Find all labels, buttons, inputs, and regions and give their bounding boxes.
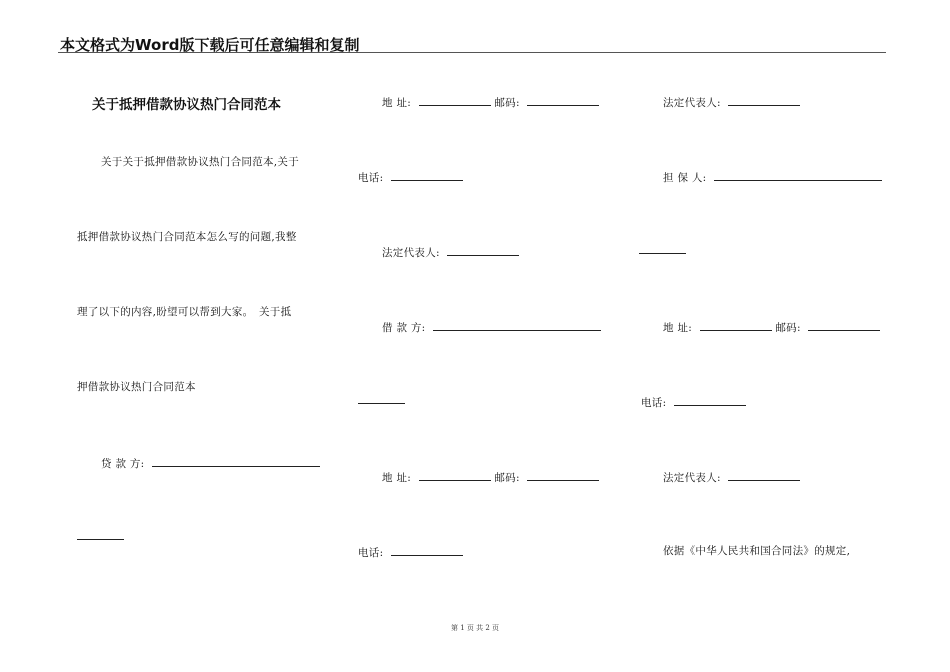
lender-label: 贷 款 方:: [101, 458, 145, 470]
contract-basis-text: 依据《中华人民共和国合同法》的规定,: [663, 545, 851, 557]
address-3-field: [663, 318, 880, 335]
intro-line-4: 押借款协议热门合同范本: [77, 381, 196, 393]
page-footer: 第 1 页 共 2 页: [450, 624, 500, 632]
phone-2-field: [358, 543, 463, 560]
legal-rep-3-label: 法定代表人:: [663, 472, 721, 484]
page-header: 本文格式为Word版下载后可任意编辑和复制: [60, 36, 360, 54]
legal-rep-3-field: [663, 468, 800, 485]
legal-rep-2-label: 法定代表人:: [663, 97, 721, 109]
borrower-continuation-blank[interactable]: [358, 403, 405, 404]
legal-rep-1-field: [382, 243, 519, 260]
address-2-blank[interactable]: [419, 468, 491, 481]
lender-blank[interactable]: [152, 454, 320, 467]
phone-3-field: [641, 393, 746, 410]
intro-line-3: 理了以下的内容,盼望可以帮到大家。 关于抵: [77, 306, 292, 318]
legal-rep-2-blank[interactable]: [728, 93, 800, 106]
lender-field: [101, 454, 320, 471]
legal-rep-2-field: [663, 93, 800, 110]
lender-continuation-blank[interactable]: [77, 539, 124, 540]
legal-rep-3-blank[interactable]: [728, 468, 800, 481]
zip-3-label: 邮码:: [775, 322, 801, 334]
zip-3-blank[interactable]: [808, 318, 880, 331]
intro-line-1: 关于关于抵押借款协议热门合同范本,关于: [101, 156, 300, 168]
address-3-blank[interactable]: [700, 318, 772, 331]
zip-2-blank[interactable]: [527, 468, 599, 481]
address-2-label: 地 址:: [382, 472, 412, 484]
guarantor-blank[interactable]: [714, 168, 882, 181]
phone-1-blank[interactable]: [391, 168, 463, 181]
address-3-label: 地 址:: [663, 322, 693, 334]
guarantor-continuation-blank[interactable]: [639, 253, 686, 254]
zip-1-label: 邮码:: [494, 97, 520, 109]
guarantor-label: 担 保 人:: [663, 172, 707, 184]
header-divider: [58, 52, 886, 53]
address-1-field: [382, 93, 599, 110]
address-2-field: [382, 468, 599, 485]
phone-2-label: 电话:: [358, 547, 384, 559]
zip-1-blank[interactable]: [527, 93, 599, 106]
borrower-field: [382, 318, 601, 335]
address-1-blank[interactable]: [419, 93, 491, 106]
document-title: 关于抵押借款协议热门合同范本: [92, 97, 281, 113]
phone-3-blank[interactable]: [674, 393, 746, 406]
legal-rep-1-label: 法定代表人:: [382, 247, 440, 259]
phone-2-blank[interactable]: [391, 543, 463, 556]
zip-2-label: 邮码:: [494, 472, 520, 484]
borrower-blank[interactable]: [433, 318, 601, 331]
intro-line-2: 抵押借款协议热门合同范本怎么写的问题,我整: [77, 231, 297, 243]
phone-1-label: 电话:: [358, 172, 384, 184]
address-1-label: 地 址:: [382, 97, 412, 109]
phone-3-label: 电话:: [641, 397, 667, 409]
phone-1-field: [358, 168, 463, 185]
borrower-label: 借 款 方:: [382, 322, 426, 334]
legal-rep-1-blank[interactable]: [447, 243, 519, 256]
guarantor-field: [663, 168, 882, 185]
